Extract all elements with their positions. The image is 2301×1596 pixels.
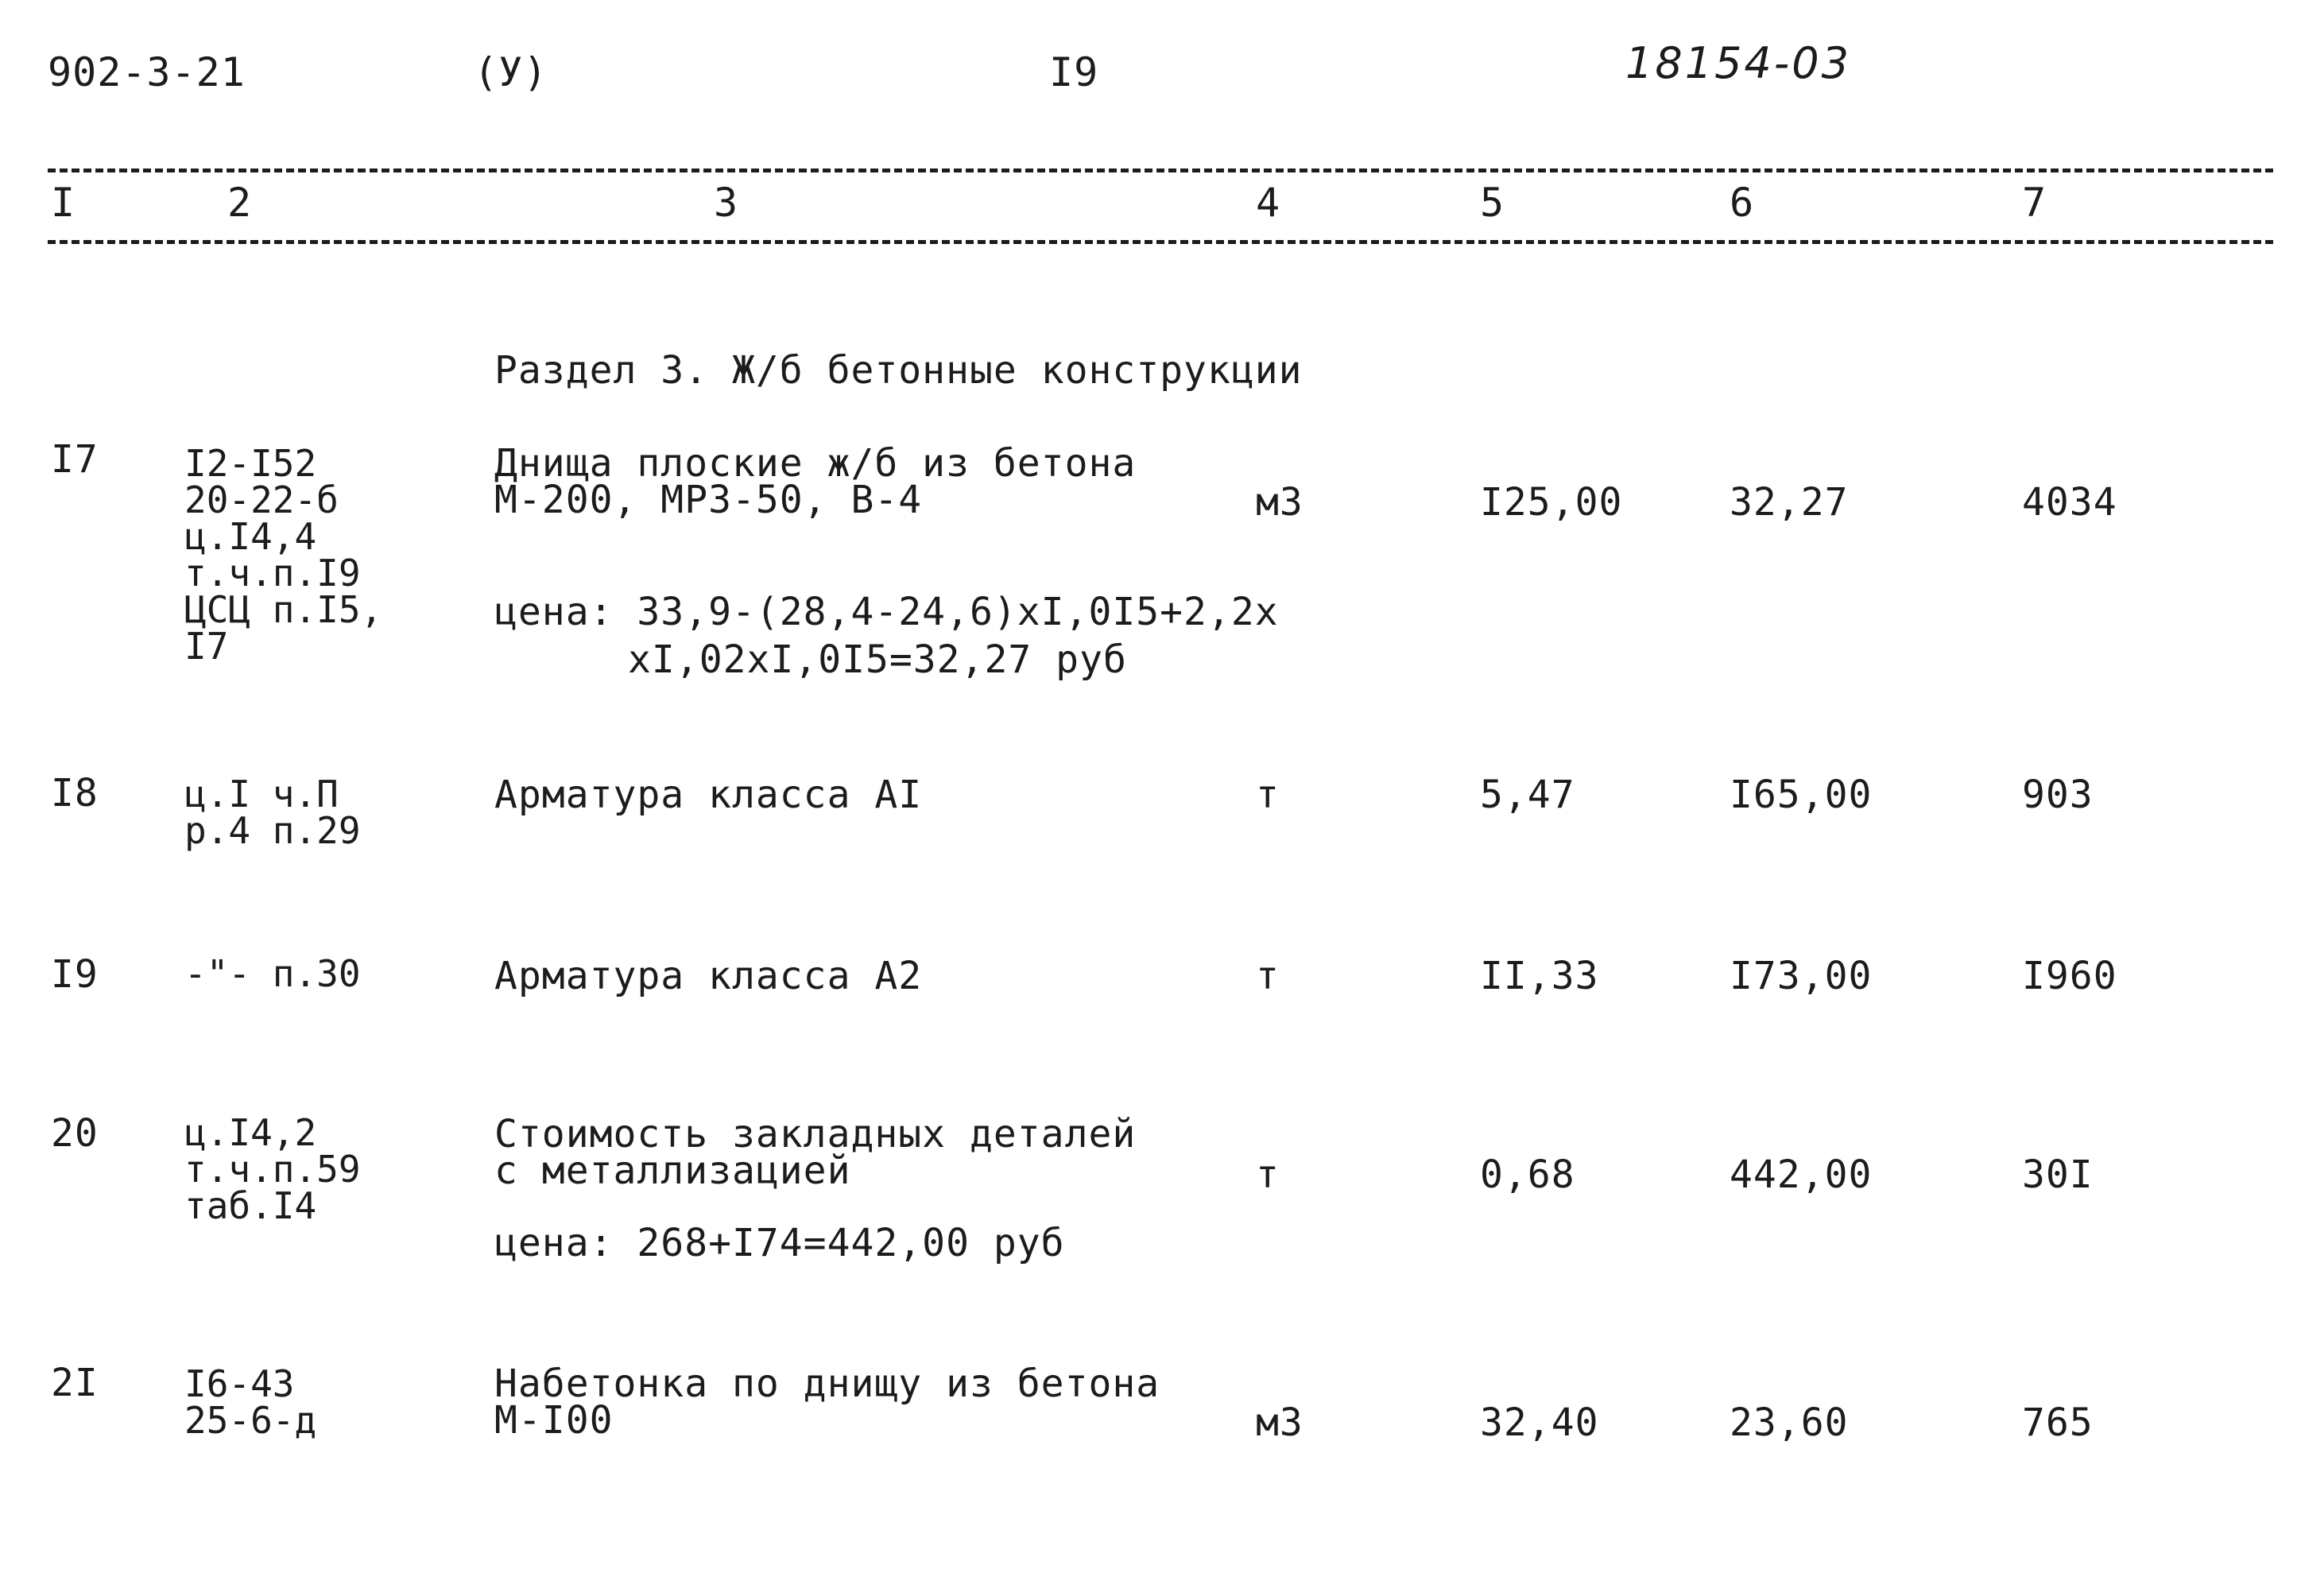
column-number-2: 2: [227, 180, 252, 226]
item-description: Арматура класса АI: [494, 773, 923, 817]
item-description: Стоимость закладных деталей с металлизацией: [494, 1112, 1137, 1193]
reference: ц.I ч.П р.4 п.29: [184, 773, 361, 852]
unit: м3: [1256, 480, 1304, 525]
column-number-6: 6: [1730, 180, 1754, 226]
total-cost: 4034: [2022, 480, 2117, 525]
unit-price: 23,60: [1730, 1400, 1849, 1445]
unit-price: I73,00: [1730, 954, 1873, 998]
unit: т: [1256, 1152, 1280, 1197]
total-cost: 765: [2022, 1400, 2094, 1445]
item-description: Днища плоские ж/б из бетона М-200, МРЗ-50, В-4: [494, 441, 1137, 522]
reference: I6-43 25-6-д: [184, 1362, 317, 1442]
item-description: Набетонка по днищу из бетона М-I00: [494, 1362, 1160, 1443]
reference: ц.I4,2 т.ч.п.59 таб.I4: [184, 1111, 361, 1227]
row-number: 20: [51, 1111, 99, 1156]
quantity: 32,40: [1480, 1400, 1599, 1445]
unit-price: I65,00: [1730, 773, 1873, 817]
archive-number: 18154-03: [1625, 38, 1851, 88]
unit: т: [1256, 954, 1280, 998]
unit: м3: [1256, 1400, 1304, 1445]
quantity: 0,68: [1480, 1152, 1575, 1197]
row-number: I7: [51, 437, 99, 482]
quantity: I25,00: [1480, 480, 1623, 525]
quantity: 5,47: [1480, 773, 1575, 817]
header-top-rule: [48, 169, 2273, 172]
header-bottom-rule: [48, 240, 2273, 244]
quantity: II,33: [1480, 954, 1599, 998]
document-code: 902-3-21: [48, 49, 246, 95]
unit-price: 442,00: [1730, 1152, 1873, 1197]
unit: т: [1256, 773, 1280, 817]
type-mark: (У): [474, 49, 548, 95]
column-number-5: 5: [1480, 180, 1505, 226]
row-number: I9: [51, 952, 99, 997]
section-title: Раздел 3. Ж/б бетонные конструкции: [494, 348, 1303, 393]
total-cost: 903: [2022, 773, 2094, 817]
column-number-4: 4: [1256, 180, 1280, 226]
price-calculation: цена: 268+I74=442,00 руб: [494, 1221, 1065, 1265]
reference: I2-I52 20-22-б ц.I4,4 т.ч.п.I9 ЦСЦ п.I5, I7: [184, 442, 383, 668]
total-cost: 30I: [2022, 1152, 2094, 1197]
unit-price: 32,27: [1730, 480, 1849, 525]
price-calculation: цена: 33,9-(28,4-24,6)хI,0I5+2,2х хI,02хI,0I5=32,27 руб: [494, 590, 1279, 682]
item-description: Арматура класса А2: [494, 954, 923, 998]
column-number-1: I: [51, 180, 76, 226]
row-number: 2I: [51, 1361, 99, 1405]
total-cost: I960: [2022, 954, 2117, 998]
column-number-7: 7: [2022, 180, 2047, 226]
page-number: I9: [1049, 49, 1099, 95]
row-number: I8: [51, 771, 99, 815]
column-number-3: 3: [714, 180, 738, 226]
reference: -"- п.30: [184, 952, 361, 995]
